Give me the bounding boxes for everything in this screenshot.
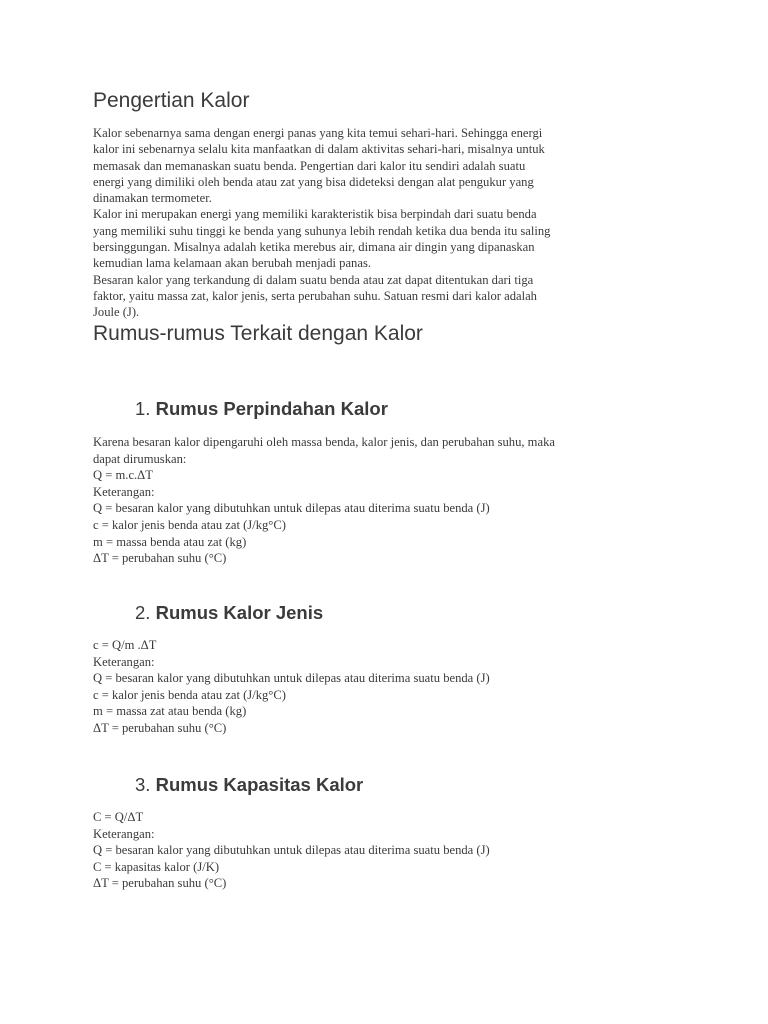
body-line: Q = besaran kalor yang dibutuhkan untuk dilepas atau diterima suatu benda (J) <box>93 843 490 858</box>
section-title: Rumus-rumus Terkait dengan Kalor <box>93 322 423 345</box>
body-line: c = kalor jenis benda atau zat (J/kg°C) <box>93 517 286 532</box>
section-heading-text: Rumus Perpindahan Kalor <box>155 398 388 419</box>
body-line: c = kalor jenis benda atau zat (J/kg°C) <box>93 687 286 702</box>
section-heading-text: Rumus Kapasitas Kalor <box>155 774 364 795</box>
intro-line: Joule (J). <box>93 305 140 320</box>
body-line: dapat dirumuskan: <box>93 451 187 466</box>
page-title: Pengertian Kalor <box>93 89 250 112</box>
body-line: ΔT = perubahan suhu (°C) <box>93 720 227 735</box>
section-1-heading <box>135 397 388 421</box>
body-line: Karena besaran kalor dipengaruhi oleh massa benda, kalor jenis, dan perubahan suhu, maka <box>93 435 555 449</box>
intro-line: yang memiliki suhu tinggi ke benda yang suhunya lebih rendah ketika dua benda itu saling <box>93 223 551 238</box>
body-line: Q = besaran kalor yang dibutuhkan untuk dilepas atau diterima suatu benda (J) <box>93 671 490 686</box>
body-line: C = kapasitas kalor (J/K) <box>93 859 220 874</box>
formula: C = Q/ΔT <box>93 810 144 824</box>
section-3-heading <box>135 773 363 797</box>
intro-paragraph <box>93 125 693 321</box>
section-number: 2. <box>135 602 151 623</box>
section-2-heading <box>135 601 323 625</box>
body-line: Keterangan: <box>93 484 155 499</box>
body-line: m = massa zat atau benda (kg) <box>93 704 247 719</box>
body-line: ΔT = perubahan suhu (°C) <box>93 876 227 891</box>
section-1-body <box>93 434 693 567</box>
body-line: Keterangan: <box>93 654 155 669</box>
intro-line: Kalor ini merupakan energi yang memiliki karakteristik bisa berpindah dari suatu benda <box>93 207 537 222</box>
section-number: 1. <box>135 398 151 419</box>
section-number: 3. <box>135 774 151 795</box>
intro-line: memasak dan memanaskan suatu benda. Pengertian dari kalor itu sendiri adalah suatu <box>93 158 526 173</box>
intro-line: Kalor sebenarnya sama dengan energi panas yang kita temui sehari-hari. Sehingga energi <box>93 126 543 140</box>
section-3-body <box>93 809 693 892</box>
intro-line: kemudian lama kelamaan akan berubah menjadi panas. <box>93 256 371 271</box>
intro-line: faktor, yaitu massa zat, kalor jenis, serta perubahan suhu. Satuan resmi dari kalor adalah <box>93 288 537 303</box>
formula: c = Q/m .ΔT <box>93 638 157 652</box>
intro-line: dinamakan termometer. <box>93 191 212 206</box>
intro-line: kalor ini sebenarnya selalu kita manfaatkan di dalam aktivitas sehari-hari, misalnya untuk <box>93 142 545 157</box>
body-line: m = massa benda atau zat (kg) <box>93 534 247 549</box>
section-2-body <box>93 637 693 737</box>
formula: Q = m.c.ΔT <box>93 468 153 483</box>
body-line: Q = besaran kalor yang dibutuhkan untuk dilepas atau diterima suatu benda (J) <box>93 501 490 516</box>
intro-line: bersinggungan. Misalnya adalah ketika merebus air, dimana air dingin yang dipanaskan <box>93 240 535 255</box>
section-heading-text: Rumus Kalor Jenis <box>155 602 324 623</box>
body-line: ΔT = perubahan suhu (°C) <box>93 551 227 566</box>
body-line: Keterangan: <box>93 826 155 841</box>
intro-line: Besaran kalor yang terkandung di dalam suatu benda atau zat dapat ditentukan dari tiga <box>93 272 534 287</box>
intro-line: energi yang dimiliki oleh benda atau zat yang bisa dideteksi dengan alat pengukur yang <box>93 174 534 189</box>
